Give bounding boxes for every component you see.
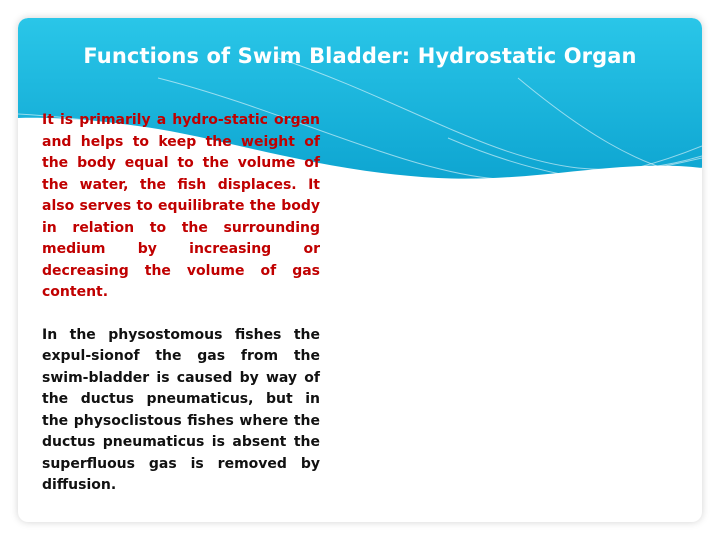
paragraph-hydrostatic-function: It is primarily a hydro-static organ and helps to keep the weight of the body equal to the volume of the water, the fish displaces. It also serves to equilibrate the body in relation to the surrounding medium by increasing or decreasing the volume of gas content. bbox=[42, 112, 320, 300]
slide-title: Functions of Swim Bladder: Hydrostatic Organ bbox=[83, 44, 637, 68]
slide-card bbox=[18, 18, 702, 522]
slide-body bbox=[42, 110, 320, 497]
paragraph-gas-expulsion: In the physostomous fishes the expul-sionof the gas from the swim-bladder is caused by way of the ductus pneumaticus, but in the physoclistous fishes where the ductus pneumaticus is absent the superfluous gas is removed by diffusion. bbox=[42, 326, 320, 493]
